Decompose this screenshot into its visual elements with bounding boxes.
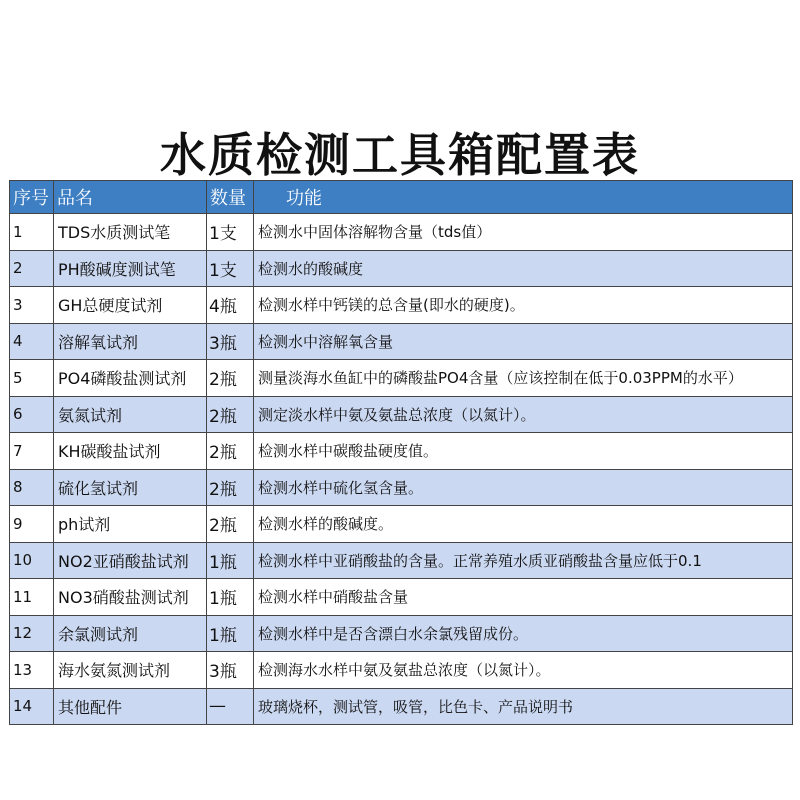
cell-func: 检测水样中亚硝酸盐的含量。正常养殖水质亚硝酸盐含量应低于0.1: [254, 542, 793, 579]
cell-func: 检测水样的酸碱度。: [254, 506, 793, 543]
cell-func: 检测水的酸碱度: [254, 250, 793, 287]
cell-qty: 2瓶: [207, 433, 254, 470]
cell-qty: 3瓶: [207, 652, 254, 689]
cell-func: 检测水样中钙镁的总含量(即水的硬度)。: [254, 287, 793, 324]
table-row: [10, 652, 793, 689]
header-qty: 数量: [207, 181, 254, 214]
table-row: [10, 688, 793, 725]
cell-no: 5: [10, 360, 54, 397]
cell-no: 10: [10, 542, 54, 579]
table-row: [10, 542, 793, 579]
cell-qty: 3瓶: [207, 323, 254, 360]
cell-no: 6: [10, 396, 54, 433]
header-no: 序号: [10, 181, 54, 214]
cell-qty: 1支: [207, 250, 254, 287]
cell-name: NO3硝酸盐测试剂: [54, 579, 207, 616]
table-row: [10, 287, 793, 324]
cell-no: 11: [10, 579, 54, 616]
cell-func: 检测水样中碳酸盐硬度值。: [254, 433, 793, 470]
config-table: [9, 180, 793, 725]
cell-name: NO2亚硝酸盐试剂: [54, 542, 207, 579]
cell-func: 检测水中固体溶解物含量（tds值）: [254, 214, 793, 251]
cell-qty: —: [207, 688, 254, 725]
cell-no: 8: [10, 469, 54, 506]
cell-qty: 1瓶: [207, 579, 254, 616]
table-row: [10, 615, 793, 652]
cell-name: 海水氨氮测试剂: [54, 652, 207, 689]
cell-func: 检测水样中硝酸盐含量: [254, 579, 793, 616]
cell-no: 13: [10, 652, 54, 689]
cell-func: 玻璃烧杯，测试管，吸管，比色卡、产品说明书: [254, 688, 793, 725]
table-row: [10, 396, 793, 433]
cell-func: 检测水中溶解氧含量: [254, 323, 793, 360]
header-name: 品名: [54, 181, 207, 214]
table-row: [10, 360, 793, 397]
table-row: [10, 214, 793, 251]
cell-name: KH碳酸盐试剂: [54, 433, 207, 470]
cell-func: 检测水样中硫化氢含量。: [254, 469, 793, 506]
table-row: [10, 579, 793, 616]
cell-func: 测定淡水样中氨及氨盐总浓度（以氮计）。: [254, 396, 793, 433]
page-title: 水质检测工具箱配置表: [160, 127, 640, 182]
cell-name: 其他配件: [54, 688, 207, 725]
cell-qty: 2瓶: [207, 396, 254, 433]
cell-name: 余氯测试剂: [54, 615, 207, 652]
cell-qty: 2瓶: [207, 469, 254, 506]
cell-no: 12: [10, 615, 54, 652]
cell-qty: 2瓶: [207, 360, 254, 397]
cell-no: 3: [10, 287, 54, 324]
cell-no: 2: [10, 250, 54, 287]
cell-no: 7: [10, 433, 54, 470]
cell-name: ph试剂: [54, 506, 207, 543]
cell-name: PH酸碱度测试笔: [54, 250, 207, 287]
cell-func: 测量淡海水鱼缸中的磷酸盐PO4含量（应该控制在低于0.03PPM的水平）: [254, 360, 793, 397]
cell-name: PO4磷酸盐测试剂: [54, 360, 207, 397]
cell-no: 14: [10, 688, 54, 725]
table-row: [10, 433, 793, 470]
cell-no: 9: [10, 506, 54, 543]
cell-qty: 1瓶: [207, 542, 254, 579]
table-header-row: [10, 181, 793, 214]
cell-name: TDS水质测试笔: [54, 214, 207, 251]
cell-qty: 1支: [207, 214, 254, 251]
cell-name: 氨氮试剂: [54, 396, 207, 433]
cell-func: 检测海水水样中氨及氨盐总浓度（以氮计）。: [254, 652, 793, 689]
table-row: [10, 323, 793, 360]
cell-func: 检测水样中是否含漂白水余氯残留成份。: [254, 615, 793, 652]
cell-no: 1: [10, 214, 54, 251]
cell-qty: 2瓶: [207, 506, 254, 543]
cell-name: 硫化氢试剂: [54, 469, 207, 506]
table-row: [10, 250, 793, 287]
cell-qty: 4瓶: [207, 287, 254, 324]
table-row: [10, 469, 793, 506]
cell-no: 4: [10, 323, 54, 360]
cell-qty: 1瓶: [207, 615, 254, 652]
table-row: [10, 506, 793, 543]
cell-name: 溶解氧试剂: [54, 323, 207, 360]
cell-name: GH总硬度试剂: [54, 287, 207, 324]
header-func: 功能: [254, 181, 793, 214]
